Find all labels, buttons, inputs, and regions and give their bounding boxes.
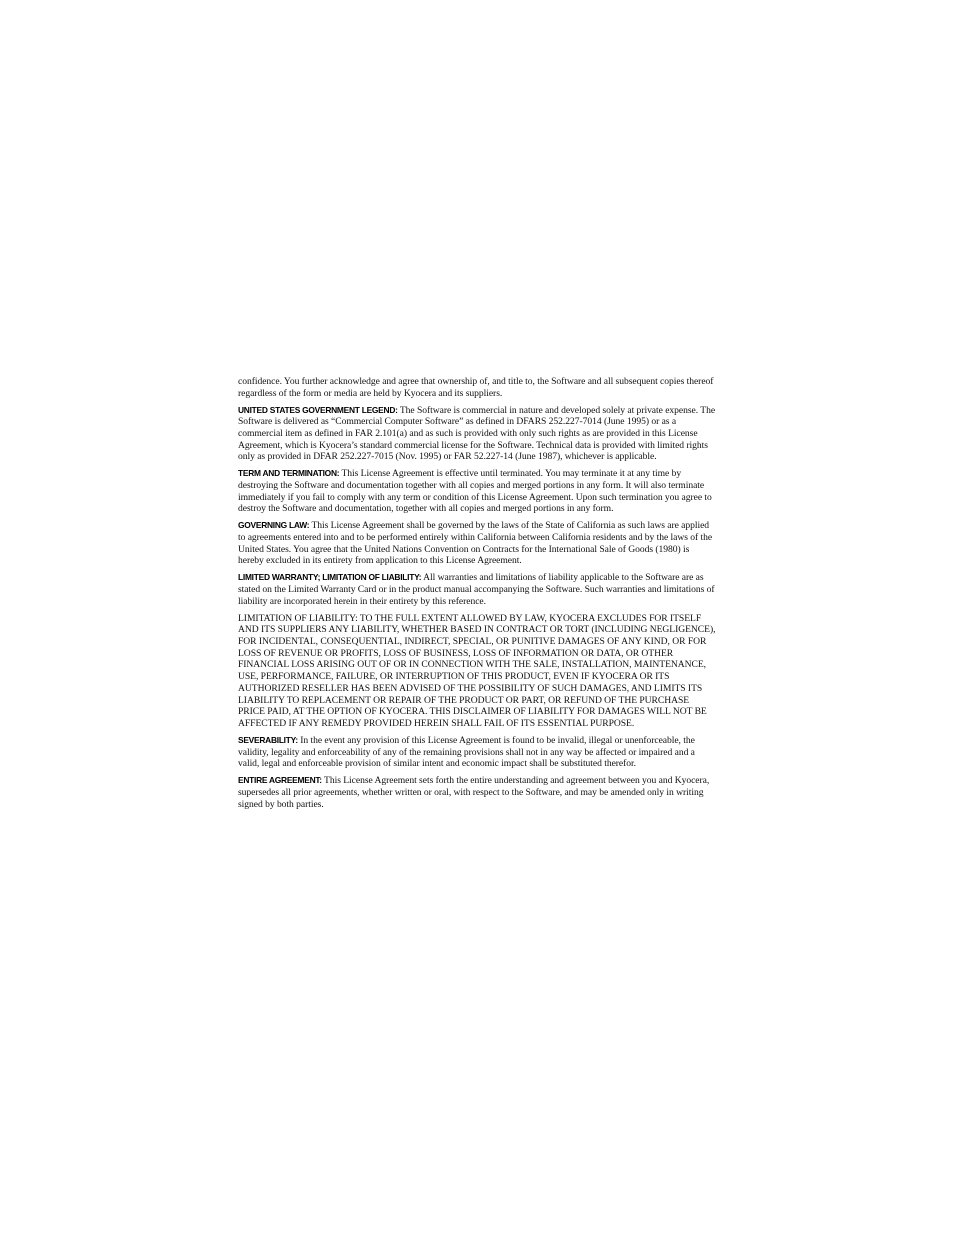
- paragraph-term-and-termination: [238, 468, 716, 515]
- paragraph-heading: UNITED STATES GOVERNMENT LEGEND:: [238, 404, 398, 415]
- paragraph-body: The Software is commercial in nature and developed solely at private expense. The Software is delivered as “Commercial Computer Software” as defined in DFARS 252.227-7014 (June 1995) or as a commercial item as defined in FAR 2.101(a) and as such is provided with only such rights as are provided in this License Agreement, which is Kyocera’s standard commercial license for the Software. Technical data is provided with limited rights only as provided in DFAR 252.227-7015 (Nov. 1995) or FAR 52.227-14 (June 1987), whichever is applicable.: [238, 404, 716, 463]
- paragraph-heading: SEVERABILITY:: [238, 734, 298, 745]
- license-agreement-text: [238, 376, 716, 815]
- paragraph-limited-warranty: [238, 572, 716, 607]
- paragraph-severability: [238, 735, 716, 770]
- paragraph-limitation-of-liability: [238, 613, 716, 730]
- paragraph-entire-agreement: [238, 775, 716, 810]
- paragraph-body: This License Agreement is effective until terminated. You may terminate it at any time by destroying the Software and documentation together with all copies and merged portions in any form. It will also terminate immediately if you fail to comply with any term or condition of this License Agreement. Upon such termination you agree to destroy the Software and documentation, together with all copies and merged portions in any form.: [238, 468, 712, 515]
- paragraph-government-legend: [238, 405, 716, 464]
- paragraph-body: In the event any provision of this License Agreement is found to be invalid, illegal or unenforceable, the validity, legality and enforceability of any of the remaining provisions shall not in any way be affected or impaired and a valid, legal and enforceable provision of similar intent and economic impact shall be substituted therefor.: [238, 734, 695, 770]
- paragraph-heading: LIMITED WARRANTY; LIMITATION OF LIABILITY:: [238, 572, 422, 583]
- paragraph-body: LIMITATION OF LIABILITY: TO THE FULL EXTENT ALLOWED BY LAW, KYOCERA EXCLUDES FOR ITSELF AND ITS SUPPLIERS ANY LIABILITY, WHETHER BASED IN CONTRACT OR TORT (INCLUDING NEGLIGENCE), FOR INCIDENTAL, CONSEQUENTIAL, INDIRECT, SPECIAL, OR PUNITIVE DAMAGES OF ANY KIND, OR FOR LOSS OF REVENUE OR PROFITS, LOSS OF BUSINESS, LOSS OF INFORMATION OR DATA, OR OTHER FINANCIAL LOSS ARISING OUT OF OR IN CONNECTION WITH THE SALE, INSTALLATION, MAINTENANCE, USE, PERFORMANCE, FAILURE, OR INTERRUPTION OF THIS PRODUCT, EVEN IF KYOCERA OR ITS AUTHORIZED RESELLER HAS BEEN ADVISED OF THE POSSIBILITY OF SUCH DAMAGES, AND LIMITS ITS LIABILITY TO REPLACEMENT OR REPAIR OF THE PRODUCT OR PART, OR REFUND OF THE PURCHASE PRICE PAID, AT THE OPTION OF KYOCERA. THIS DISCLAIMER OF LIABILITY FOR DAMAGES WILL NOT BE AFFECTED IF ANY REMEDY PROVIDED HEREIN SHALL FAIL OF ITS ESSENTIAL PURPOSE.: [238, 612, 716, 729]
- paragraph-ownership: [238, 376, 716, 399]
- paragraph-heading: GOVERNING LAW:: [238, 520, 310, 531]
- paragraph-heading: ENTIRE AGREEMENT:: [238, 775, 322, 786]
- paragraph-governing-law: [238, 520, 716, 567]
- paragraph-heading: TERM AND TERMINATION:: [238, 468, 340, 479]
- paragraph-body: This License Agreement shall be governed by the laws of the State of California as such laws are applied to agreements entered into and to be performed entirely within California between California residents and by the laws of the United States. You agree that the United Nations Convention on Contracts for the International Sale of Goods (1980) is hereby excluded in its entirety from application to this License Agreement.: [238, 520, 713, 567]
- paragraph-body: confidence. You further acknowledge and agree that ownership of, and title to, the Software and all subsequent copies thereof regardless of the form or media are held by Kyocera and its suppliers.: [238, 376, 714, 399]
- paragraph-body: All warranties and limitations of liability applicable to the Software are as stated on the Limited Warranty Card or in the product manual accompanying the Software. Such warranties and limitations of liability are incorporated herein in their entirety by this reference.: [238, 572, 715, 607]
- paragraph-body: This License Agreement sets forth the entire understanding and agreement between you and Kyocera, supersedes all prior agreements, whether written or oral, with respect to the Software, and may be amended only in writing signed by both parties.: [238, 775, 710, 810]
